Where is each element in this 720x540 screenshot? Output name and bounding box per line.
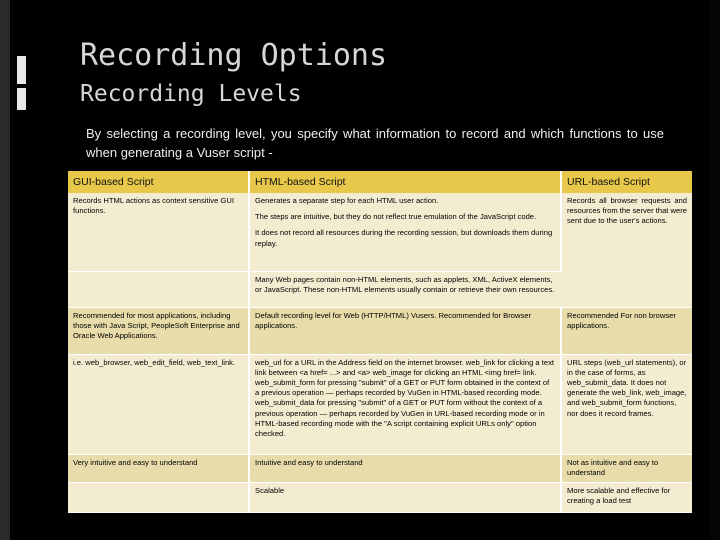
title-accent-bar (17, 56, 26, 84)
url-description-text: Records all browser requests and resources from the server that were sent due to the user's actions. (567, 196, 687, 226)
cell-html-intuitiveness: Intuitive and easy to understand (249, 454, 561, 482)
html-description-text-3: It does not record all resources during the recording session, but downloads them during replay. (255, 228, 553, 248)
cell-url-recommendation: Recommended For non browser applications. (561, 307, 692, 354)
table-row (68, 307, 692, 354)
cell-url-intuitiveness: Not as intuitive and easy to understand (561, 454, 692, 482)
html-description-text-1: Generates a separate step for each HTML user action. (255, 196, 439, 205)
cell-gui-functions: i.e. web_browser, web_edit_field, web_text_link. (68, 354, 249, 454)
recording-levels-table (68, 171, 692, 513)
cell-gui-recommendation: Recommended for most applications, including those with Java Script, PeopleSoft Enterprise and Oracle Web Applications. (68, 307, 249, 354)
html-nonhtml-note-text: Many Web pages contain non-HTML elements, such as applets, XML, ActiveX elements, or JavaScript. These non-HTML elements usually contain or retrieve their own resources. (255, 274, 555, 294)
cell-url-description (561, 193, 692, 307)
cell-html-functions: web_url for a URL in the Address field on the internet browser. web_link for clicking a text link between <a href= ...> and <a> web_image for clicking an HTML <img href= link. web_submit_form for pressing "submit" of a GET or PUT form obtained in the context of a previous operation — perhaps recorded by VuGen in HTML-based recording mode. web_submit_data for pressing "submit" of a GET or PUT form without the context of a previous operation — perhaps recorded by VuGen in URL-based recording mode or in HTML-based recording mode with the "A script containing explicit URLs only" option checked. (249, 354, 561, 454)
left-edge-bar (0, 0, 10, 540)
table-row (68, 454, 692, 482)
slide-title: Recording Options (80, 38, 388, 73)
subtitle-accent-bar (17, 88, 26, 110)
cell-gui-description (68, 193, 249, 271)
html-description-text-2: The steps are intuitive, but they do not reflect true emulation of the JavaScript code. (255, 212, 537, 222)
cell-html-recommendation: Default recording level for Web (HTTP/HTML) Vusers. Recommended for Browser applications. (249, 307, 561, 354)
header-gui-based: GUI-based Script (68, 171, 249, 193)
table-header-row (68, 171, 692, 193)
table-row (68, 482, 692, 512)
table-row (68, 354, 692, 454)
gui-description-text: Records HTML actions as context sensitive GUI functions. (73, 196, 234, 216)
cell-html-scalability: Scalable (249, 482, 561, 512)
cell-gui-scalability (68, 482, 249, 512)
slide-subtitle: Recording Levels (80, 81, 302, 107)
cell-gui-empty (68, 271, 249, 307)
cell-html-nonhtml-note (249, 271, 561, 307)
cell-url-functions: URL steps (web_url statements), or in the case of forms, as web_submit_data. It does not generate the web_link, web_image, and web_submit_form functions, nor does it record frames. (561, 354, 692, 454)
cell-gui-intuitiveness: Very intuitive and easy to understand (68, 454, 249, 482)
intro-paragraph: By selecting a recording level, you specify what information to record and which functions to use when generating a Vuser script - (86, 126, 664, 160)
table-row (68, 193, 692, 271)
cell-html-description (249, 193, 561, 271)
cell-url-scalability: More scalable and effective for creating a load test (561, 482, 692, 512)
header-url-based: URL-based Script (561, 171, 692, 193)
header-html-based: HTML-based Script (249, 171, 561, 193)
